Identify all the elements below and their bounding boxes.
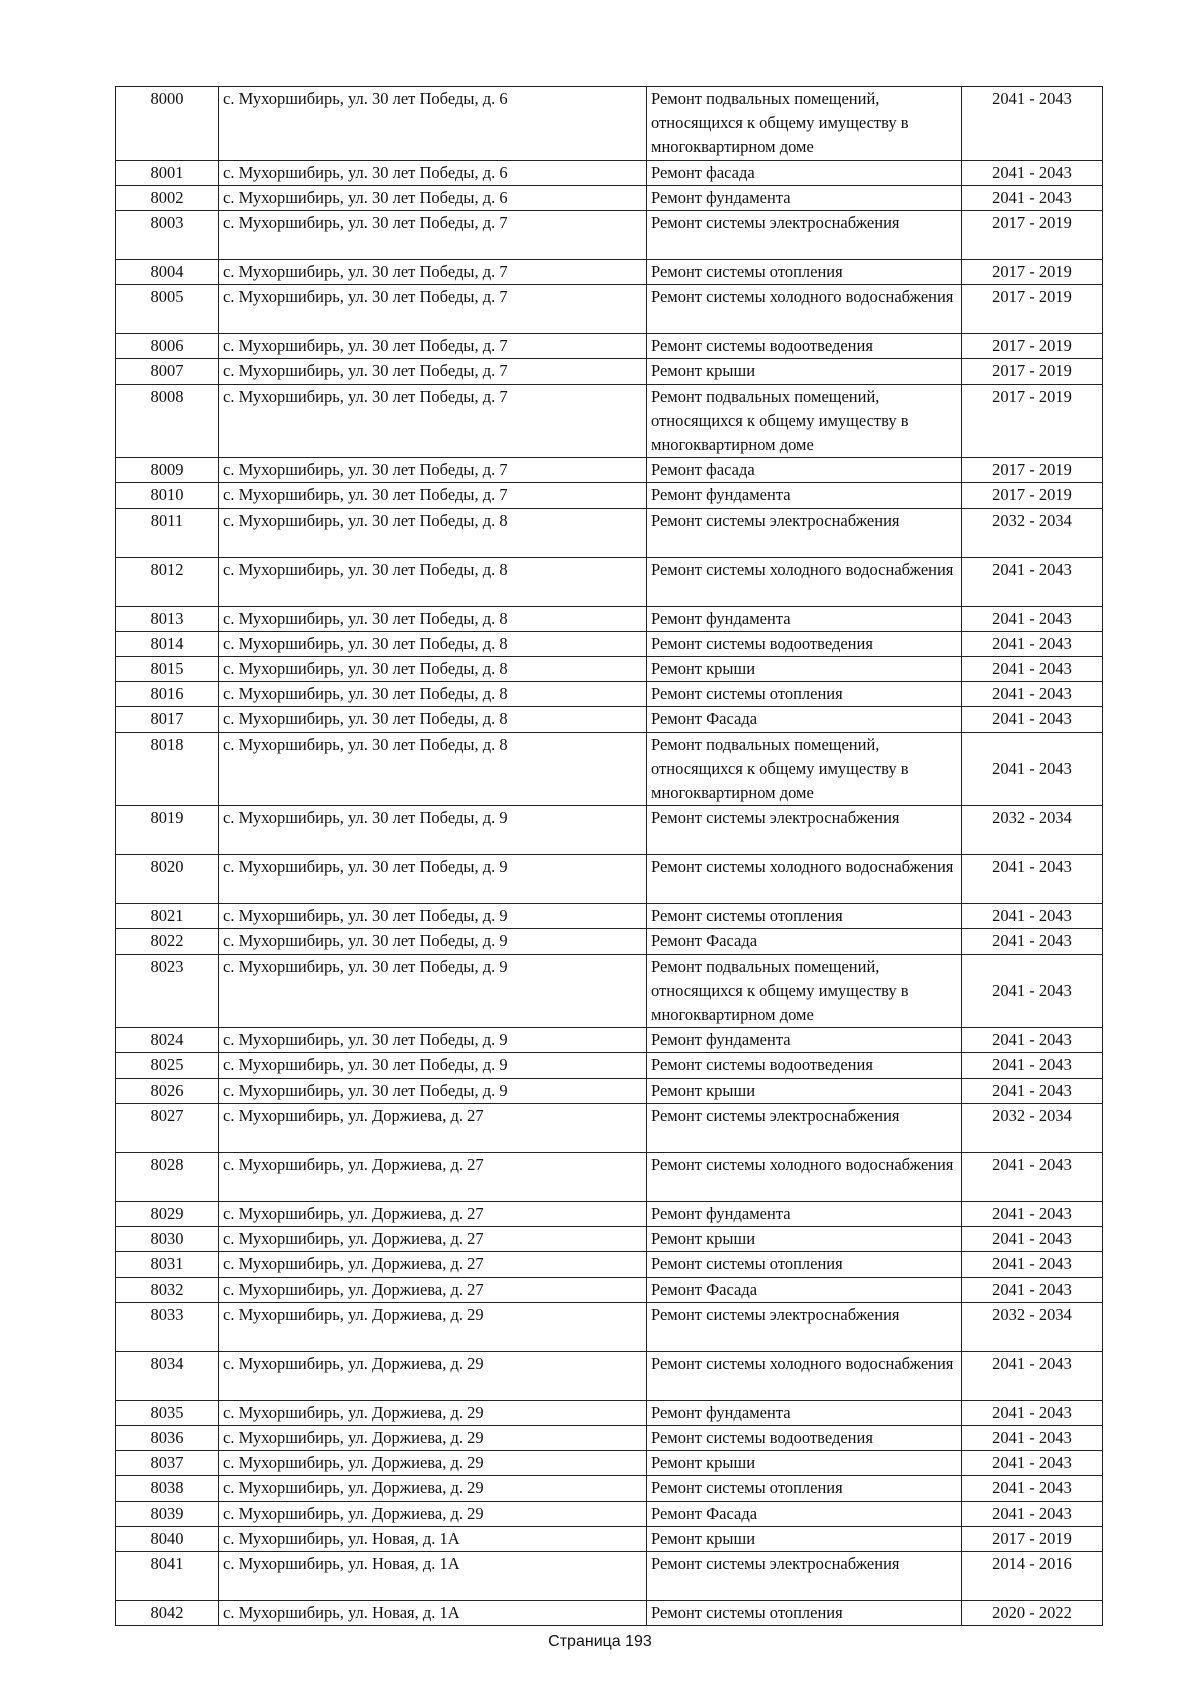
row-address: с. Мухоршибирь, ул. 30 лет Победы, д. 9 xyxy=(219,855,647,904)
row-period: 2017 - 2019 xyxy=(962,260,1103,285)
row-period: 2017 - 2019 xyxy=(962,458,1103,483)
row-work-type: Ремонт крыши xyxy=(647,1451,962,1476)
row-work-type: Ремонт системы отопления xyxy=(647,904,962,929)
row-address: с. Мухоршибирь, ул. Доржиева, д. 29 xyxy=(219,1425,647,1450)
row-number: 8030 xyxy=(116,1227,219,1252)
row-address: с. Мухоршибирь, ул. 30 лет Победы, д. 7 xyxy=(219,211,647,260)
row-period: 2041 - 2043 xyxy=(962,682,1103,707)
table-row xyxy=(116,458,1103,483)
row-address: с. Мухоршибирь, ул. Доржиева, д. 29 xyxy=(219,1451,647,1476)
row-period: 2041 - 2043 xyxy=(962,855,1103,904)
row-period: 2041 - 2043 xyxy=(962,954,1103,1028)
row-period: 2017 - 2019 xyxy=(962,211,1103,260)
row-number: 8040 xyxy=(116,1526,219,1551)
table-row xyxy=(116,384,1103,458)
table-row xyxy=(116,929,1103,954)
row-address: с. Мухоршибирь, ул. 30 лет Победы, д. 8 xyxy=(219,557,647,606)
row-period: 2041 - 2043 xyxy=(962,160,1103,185)
table-row xyxy=(116,1152,1103,1201)
row-number: 8036 xyxy=(116,1425,219,1450)
row-period: 2041 - 2043 xyxy=(962,1501,1103,1526)
row-work-type: Ремонт подвальных помещений, относящихся к общему имуществу в многоквартирном доме xyxy=(647,384,962,458)
table-body xyxy=(116,87,1103,1626)
row-number: 8026 xyxy=(116,1078,219,1103)
row-number: 8019 xyxy=(116,806,219,855)
row-work-type: Ремонт системы электроснабжения xyxy=(647,1103,962,1152)
row-address: с. Мухоршибирь, ул. Доржиева, д. 29 xyxy=(219,1400,647,1425)
row-address: с. Мухоршибирь, ул. Доржиева, д. 27 xyxy=(219,1227,647,1252)
row-work-type: Ремонт крыши xyxy=(647,1227,962,1252)
row-period: 2041 - 2043 xyxy=(962,1277,1103,1302)
row-work-type: Ремонт Фасада xyxy=(647,1277,962,1302)
row-number: 8002 xyxy=(116,185,219,210)
row-period: 2041 - 2043 xyxy=(962,1152,1103,1201)
row-address: с. Мухоршибирь, ул. 30 лет Победы, д. 9 xyxy=(219,954,647,1028)
row-number: 8035 xyxy=(116,1400,219,1425)
row-period: 2041 - 2043 xyxy=(962,1078,1103,1103)
row-work-type: Ремонт системы электроснабжения xyxy=(647,1302,962,1351)
row-period: 2041 - 2043 xyxy=(962,1252,1103,1277)
row-work-type: Ремонт системы холодного водоснабжения xyxy=(647,1152,962,1201)
row-work-type: Ремонт системы отопления xyxy=(647,260,962,285)
row-address: с. Мухоршибирь, ул. 30 лет Победы, д. 6 xyxy=(219,160,647,185)
row-work-type: Ремонт системы водоотведения xyxy=(647,1425,962,1450)
row-address: с. Мухоршибирь, ул. 30 лет Победы, д. 6 xyxy=(219,87,647,161)
row-number: 8014 xyxy=(116,631,219,656)
row-address: с. Мухоршибирь, ул. 30 лет Победы, д. 8 xyxy=(219,508,647,557)
table-row xyxy=(116,1400,1103,1425)
row-number: 8039 xyxy=(116,1501,219,1526)
row-period: 2041 - 2043 xyxy=(962,1201,1103,1226)
row-address: с. Мухоршибирь, ул. Доржиева, д. 29 xyxy=(219,1302,647,1351)
table-row xyxy=(116,211,1103,260)
row-work-type: Ремонт системы электроснабжения xyxy=(647,211,962,260)
table-row xyxy=(116,1201,1103,1226)
table-row xyxy=(116,682,1103,707)
table-row xyxy=(116,1028,1103,1053)
table-row xyxy=(116,954,1103,1028)
row-address: с. Мухоршибирь, ул. 30 лет Победы, д. 8 xyxy=(219,606,647,631)
row-work-type: Ремонт фундамента xyxy=(647,606,962,631)
row-number: 8021 xyxy=(116,904,219,929)
table-row xyxy=(116,1053,1103,1078)
row-work-type: Ремонт системы отопления xyxy=(647,682,962,707)
table-row xyxy=(116,806,1103,855)
row-address: с. Мухоршибирь, ул. Доржиева, д. 29 xyxy=(219,1501,647,1526)
row-number: 8012 xyxy=(116,557,219,606)
row-work-type: Ремонт подвальных помещений, относящихся к общему имуществу в многоквартирном доме xyxy=(647,87,962,161)
table-row xyxy=(116,1103,1103,1152)
row-address: с. Мухоршибирь, ул. 30 лет Победы, д. 8 xyxy=(219,657,647,682)
row-address: с. Мухоршибирь, ул. Новая, д. 1А xyxy=(219,1551,647,1600)
row-period: 2041 - 2043 xyxy=(962,904,1103,929)
row-number: 8018 xyxy=(116,732,219,806)
table-row xyxy=(116,1078,1103,1103)
table-row xyxy=(116,483,1103,508)
row-period: 2014 - 2016 xyxy=(962,1551,1103,1600)
table-row xyxy=(116,1501,1103,1526)
row-number: 8004 xyxy=(116,260,219,285)
row-address: с. Мухоршибирь, ул. 30 лет Победы, д. 9 xyxy=(219,929,647,954)
row-address: с. Мухоршибирь, ул. Доржиева, д. 27 xyxy=(219,1103,647,1152)
row-address: с. Мухоршибирь, ул. 30 лет Победы, д. 9 xyxy=(219,1053,647,1078)
row-number: 8017 xyxy=(116,707,219,732)
row-address: с. Мухоршибирь, ул. 30 лет Победы, д. 7 xyxy=(219,483,647,508)
row-period: 2041 - 2043 xyxy=(962,631,1103,656)
row-number: 8011 xyxy=(116,508,219,557)
row-period: 2041 - 2043 xyxy=(962,1227,1103,1252)
row-work-type: Ремонт системы электроснабжения xyxy=(647,806,962,855)
row-work-type: Ремонт фасада xyxy=(647,160,962,185)
row-number: 8009 xyxy=(116,458,219,483)
row-period: 2041 - 2043 xyxy=(962,1400,1103,1425)
row-period: 2041 - 2043 xyxy=(962,732,1103,806)
table-row xyxy=(116,557,1103,606)
row-work-type: Ремонт системы отопления xyxy=(647,1252,962,1277)
row-period: 2041 - 2043 xyxy=(962,1476,1103,1501)
row-number: 8029 xyxy=(116,1201,219,1226)
row-period: 2041 - 2043 xyxy=(962,185,1103,210)
row-address: с. Мухоршибирь, ул. Доржиева, д. 29 xyxy=(219,1351,647,1400)
row-address: с. Мухоршибирь, ул. 30 лет Победы, д. 8 xyxy=(219,631,647,656)
row-period: 2017 - 2019 xyxy=(962,359,1103,384)
table-row xyxy=(116,1451,1103,1476)
row-number: 8001 xyxy=(116,160,219,185)
row-period: 2032 - 2034 xyxy=(962,1302,1103,1351)
row-number: 8022 xyxy=(116,929,219,954)
row-number: 8023 xyxy=(116,954,219,1028)
row-period: 2041 - 2043 xyxy=(962,1425,1103,1450)
row-period: 2020 - 2022 xyxy=(962,1600,1103,1625)
row-work-type: Ремонт Фасада xyxy=(647,707,962,732)
row-number: 8007 xyxy=(116,359,219,384)
row-work-type: Ремонт крыши xyxy=(647,1078,962,1103)
row-address: с. Мухоршибирь, ул. Доржиева, д. 27 xyxy=(219,1201,647,1226)
row-address: с. Мухоршибирь, ул. Доржиева, д. 29 xyxy=(219,1476,647,1501)
table-row xyxy=(116,359,1103,384)
row-address: с. Мухоршибирь, ул. 30 лет Победы, д. 6 xyxy=(219,185,647,210)
table-row xyxy=(116,508,1103,557)
table-row xyxy=(116,1526,1103,1551)
table-row xyxy=(116,160,1103,185)
row-work-type: Ремонт системы холодного водоснабжения xyxy=(647,285,962,334)
row-work-type: Ремонт системы электроснабжения xyxy=(647,1551,962,1600)
row-period: 2017 - 2019 xyxy=(962,1526,1103,1551)
row-address: с. Мухоршибирь, ул. 30 лет Победы, д. 9 xyxy=(219,1078,647,1103)
row-work-type: Ремонт фундамента xyxy=(647,483,962,508)
row-number: 8024 xyxy=(116,1028,219,1053)
row-work-type: Ремонт Фасада xyxy=(647,1501,962,1526)
row-period: 2041 - 2043 xyxy=(962,707,1103,732)
table-row xyxy=(116,1302,1103,1351)
table-row xyxy=(116,707,1103,732)
row-number: 8028 xyxy=(116,1152,219,1201)
row-number: 8041 xyxy=(116,1551,219,1600)
row-address: с. Мухоршибирь, ул. 30 лет Победы, д. 9 xyxy=(219,904,647,929)
row-work-type: Ремонт фасада xyxy=(647,458,962,483)
row-period: 2041 - 2043 xyxy=(962,1028,1103,1053)
row-address: с. Мухоршибирь, ул. 30 лет Победы, д. 7 xyxy=(219,285,647,334)
row-number: 8000 xyxy=(116,87,219,161)
row-address: с. Мухоршибирь, ул. 30 лет Победы, д. 7 xyxy=(219,334,647,359)
row-work-type: Ремонт системы водоотведения xyxy=(647,334,962,359)
row-work-type: Ремонт системы водоотведения xyxy=(647,1053,962,1078)
row-number: 8006 xyxy=(116,334,219,359)
table-row xyxy=(116,1600,1103,1625)
row-address: с. Мухоршибирь, ул. 30 лет Победы, д. 7 xyxy=(219,359,647,384)
row-work-type: Ремонт системы электроснабжения xyxy=(647,508,962,557)
row-work-type: Ремонт системы отопления xyxy=(647,1476,962,1501)
row-period: 2041 - 2043 xyxy=(962,657,1103,682)
row-number: 8015 xyxy=(116,657,219,682)
row-number: 8010 xyxy=(116,483,219,508)
row-period: 2017 - 2019 xyxy=(962,334,1103,359)
table-row xyxy=(116,334,1103,359)
table-row xyxy=(116,732,1103,806)
row-number: 8003 xyxy=(116,211,219,260)
row-work-type: Ремонт системы холодного водоснабжения xyxy=(647,557,962,606)
row-work-type: Ремонт крыши xyxy=(647,359,962,384)
table-row xyxy=(116,631,1103,656)
row-period: 2041 - 2043 xyxy=(962,1351,1103,1400)
row-number: 8042 xyxy=(116,1600,219,1625)
row-work-type: Ремонт системы холодного водоснабжения xyxy=(647,1351,962,1400)
row-address: с. Мухоршибирь, ул. 30 лет Победы, д. 7 xyxy=(219,384,647,458)
row-address: с. Мухоршибирь, ул. Доржиева, д. 27 xyxy=(219,1252,647,1277)
row-address: с. Мухоршибирь, ул. 30 лет Победы, д. 8 xyxy=(219,707,647,732)
row-work-type: Ремонт системы водоотведения xyxy=(647,631,962,656)
row-work-type: Ремонт Фасада xyxy=(647,929,962,954)
row-period: 2041 - 2043 xyxy=(962,1053,1103,1078)
row-address: с. Мухоршибирь, ул. 30 лет Победы, д. 7 xyxy=(219,260,647,285)
table-row xyxy=(116,855,1103,904)
row-period: 2041 - 2043 xyxy=(962,929,1103,954)
row-work-type: Ремонт фундамента xyxy=(647,1201,962,1226)
page-number: Страница 193 xyxy=(548,1633,652,1650)
row-work-type: Ремонт системы холодного водоснабжения xyxy=(647,855,962,904)
row-number: 8016 xyxy=(116,682,219,707)
row-period: 2032 - 2034 xyxy=(962,508,1103,557)
table-row xyxy=(116,185,1103,210)
row-work-type: Ремонт подвальных помещений, относящихся к общему имуществу в многоквартирном доме xyxy=(647,954,962,1028)
table-row xyxy=(116,1476,1103,1501)
row-number: 8031 xyxy=(116,1252,219,1277)
row-number: 8034 xyxy=(116,1351,219,1400)
row-number: 8033 xyxy=(116,1302,219,1351)
row-address: с. Мухоршибирь, ул. Новая, д. 1А xyxy=(219,1526,647,1551)
table-row xyxy=(116,87,1103,161)
row-number: 8038 xyxy=(116,1476,219,1501)
row-period: 2017 - 2019 xyxy=(962,285,1103,334)
row-work-type: Ремонт системы отопления xyxy=(647,1600,962,1625)
table-row xyxy=(116,1425,1103,1450)
row-number: 8020 xyxy=(116,855,219,904)
table-row xyxy=(116,904,1103,929)
row-address: с. Мухоршибирь, ул. Доржиева, д. 27 xyxy=(219,1277,647,1302)
table-row xyxy=(116,1252,1103,1277)
row-work-type: Ремонт крыши xyxy=(647,1526,962,1551)
row-address: с. Мухоршибирь, ул. 30 лет Победы, д. 8 xyxy=(219,732,647,806)
row-number: 8013 xyxy=(116,606,219,631)
table-row xyxy=(116,285,1103,334)
row-address: с. Мухоршибирь, ул. 30 лет Победы, д. 9 xyxy=(219,806,647,855)
row-work-type: Ремонт крыши xyxy=(647,657,962,682)
table-row xyxy=(116,1227,1103,1252)
row-number: 8005 xyxy=(116,285,219,334)
row-period: 2041 - 2043 xyxy=(962,1451,1103,1476)
row-address: с. Мухоршибирь, ул. 30 лет Победы, д. 7 xyxy=(219,458,647,483)
row-work-type: Ремонт фундамента xyxy=(647,185,962,210)
row-number: 8025 xyxy=(116,1053,219,1078)
row-work-type: Ремонт подвальных помещений, относящихся к общему имуществу в многоквартирном доме xyxy=(647,732,962,806)
row-period: 2041 - 2043 xyxy=(962,557,1103,606)
table-row xyxy=(116,606,1103,631)
table-row xyxy=(116,1551,1103,1600)
row-number: 8032 xyxy=(116,1277,219,1302)
row-address: с. Мухоршибирь, ул. Новая, д. 1А xyxy=(219,1600,647,1625)
row-period: 2032 - 2034 xyxy=(962,1103,1103,1152)
row-number: 8008 xyxy=(116,384,219,458)
row-address: с. Мухоршибирь, ул. Доржиева, д. 27 xyxy=(219,1152,647,1201)
row-address: с. Мухоршибирь, ул. 30 лет Победы, д. 8 xyxy=(219,682,647,707)
row-period: 2032 - 2034 xyxy=(962,806,1103,855)
row-number: 8027 xyxy=(116,1103,219,1152)
row-period: 2017 - 2019 xyxy=(962,483,1103,508)
repair-schedule-table xyxy=(115,86,1103,1626)
row-period: 2041 - 2043 xyxy=(962,606,1103,631)
row-number: 8037 xyxy=(116,1451,219,1476)
row-period: 2041 - 2043 xyxy=(962,87,1103,161)
table-row xyxy=(116,657,1103,682)
row-work-type: Ремонт фундамента xyxy=(647,1028,962,1053)
row-period: 2017 - 2019 xyxy=(962,384,1103,458)
table-row xyxy=(116,260,1103,285)
row-work-type: Ремонт фундамента xyxy=(647,1400,962,1425)
row-address: с. Мухоршибирь, ул. 30 лет Победы, д. 9 xyxy=(219,1028,647,1053)
table-row xyxy=(116,1277,1103,1302)
table-row xyxy=(116,1351,1103,1400)
